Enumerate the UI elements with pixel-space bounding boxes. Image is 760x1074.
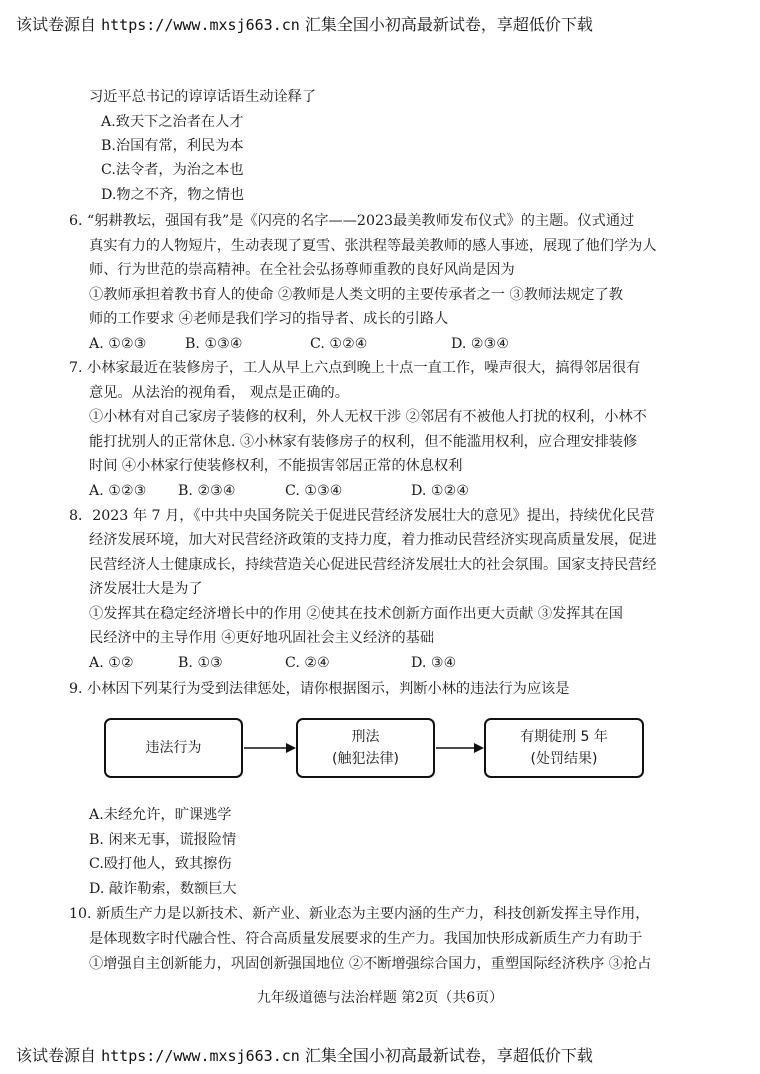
q5-stem-tail: 习近平总书记的谆谆话语生动诠释了	[89, 89, 317, 105]
q8-line-3: 民营经济人士健康成长，持续营造关心促进民营经济发展壮大的社会氛围。国家支持民营经	[89, 557, 657, 573]
q8-option-b: B. ①③	[178, 655, 223, 671]
q8-line-1: 8．2023 年 7 月，《中共中央国务院关于促进民营经济发展壮大的意见》提出，持续优化民营	[69, 508, 655, 524]
q7-option-d: D. ①②④	[411, 483, 470, 499]
q6-line-5: 师的工作要求 ④老师是我们学习的指导者、成长的引路人	[89, 311, 449, 327]
q5-option-d: D.物之不齐，物之情也	[101, 187, 245, 203]
q9-option-b: B. 闲来无事，谎报险情	[89, 832, 237, 848]
q6-option-c: C. ①②④	[310, 336, 368, 352]
q5-option-c: C.法令者，为治之本也	[101, 162, 244, 178]
q8-line-5: ①发挥其在稳定经济增长中的作用 ②使其在技术创新方面作出更大贡献 ③发挥其在国	[89, 606, 623, 622]
diagram-box-violation-label: 违法行为	[145, 740, 202, 756]
arrowhead-2	[474, 743, 484, 753]
q5-option-a: A.致天下之治者在人才	[101, 114, 244, 130]
q5-option-b: B.治国有常，利民为本	[101, 138, 244, 154]
page-footer: 九年级道德与法治样题 第2页（共6页）	[256, 990, 504, 1006]
q9-option-d: D. 敲诈勒索，数额巨大	[89, 881, 237, 897]
arrowhead-1	[286, 743, 296, 753]
q6-option-a: A. ①②③	[89, 336, 147, 352]
q7-option-a: A. ①②③	[89, 483, 147, 499]
q8-option-d: D. ③④	[411, 655, 457, 671]
q10-line-2: 是体现数字时代融合性、符合高质量发展要求的生产力。我国加快形成新质生产力有助于	[89, 931, 643, 947]
q7-option-c: C. ①③④	[285, 483, 343, 499]
q8-line-2: 经济发展环境，加大对民营经济政策的支持力度，着力推动民营经济实现高质量发展，促进	[89, 532, 657, 548]
q8-option-a: A. ①②	[89, 655, 134, 671]
banner-prefix-bottom: 该试卷源自	[16, 1046, 97, 1065]
q9-option-a: A.未经允许，旷课逃学	[89, 807, 232, 823]
q9-option-c: C.殴打他人，致其擦伤	[89, 856, 232, 872]
q6-option-b: B. ①③④	[185, 336, 243, 352]
q8-line-6: 民经济中的主导作用 ④更好地巩固社会主义经济的基础	[89, 630, 435, 646]
diagram-box-criminal-law-line2: (触犯法律)	[332, 751, 399, 767]
diagram-box-criminal-law-line1: 刑法	[351, 729, 380, 745]
q7-line-2: 意见。从法治的视角看， 观点是正确的。	[89, 385, 349, 401]
q9-stem: 9. 小林因下列某行为受到法律惩处，请你根据图示，判断小林的违法行为应该是	[69, 681, 570, 697]
diagram-box-penalty-line2: (处罚结果)	[530, 751, 598, 767]
q6-line-4: ①教师承担着教书育人的使命 ②教师是人类文明的主要传承者之一 ③教师法规定了教	[89, 287, 623, 303]
q10-line-1: 10. 新质生产力是以新技术、新产业、新业态为主要内涵的生产力，科技创新发挥主导作用，	[69, 906, 650, 922]
q7-line-3: ①小林有对自己家房子装修的权利，外人无权干涉 ②邻居有不被他人打扰的权利，小林不	[89, 409, 647, 425]
q7-line-1: 7. 小林家最近在装修房子，工人从早上六点到晚上十点一直工作，噪声很大，搞得邻居很有	[69, 360, 641, 376]
banner-suffix-bottom: 汇集全国小初高最新试卷，享超低价下载	[304, 1046, 593, 1065]
q6-option-d: D. ②③④	[451, 336, 510, 352]
q6-line-3: 师、行为世范的崇高精神。在全社会弘扬尊师重教的良好风尚是因为	[89, 262, 515, 278]
banner-suffix: 汇集全国小初高最新试卷，享超低价下载	[304, 15, 593, 34]
q6-line-1: 6. “躬耕教坛，强国有我”是《闪亮的名字——2023最美教师发布仪式》的主题。仪式通过	[69, 213, 635, 229]
banner-url-bottom[interactable]: https://www.mxsj663.cn	[101, 1047, 300, 1065]
diagram-box-penalty-line1: 有期徒刑 5 年	[520, 729, 608, 745]
source-banner-bottom	[16, 1043, 593, 1066]
q7-option-b: B. ②③④	[178, 483, 236, 499]
q7-line-4: 能打扰别人的正常休息. ③小林家有装修房子的权利，但不能滥用权利，应合理安排装修	[89, 434, 638, 450]
q8-option-c: C. ②④	[285, 655, 330, 671]
banner-url[interactable]: https://www.mxsj663.cn	[101, 16, 300, 34]
q10-line-3: ①增强自主创新能力，巩固创新强国地位 ②不断增强综合国力，重塑国际经济秩序 ③抢占	[89, 956, 652, 972]
q6-line-2: 真实有力的人物短片，生动表现了夏雪、张洪程等最美教师的感人事迹，展现了他们学为人	[89, 238, 657, 254]
banner-prefix: 该试卷源自	[16, 15, 97, 34]
q8-line-4: 济发展壮大是为了	[89, 581, 203, 597]
q7-line-5: 时间 ④小林家行使装修权利，不能损害邻居正常的休息权利	[89, 458, 463, 474]
